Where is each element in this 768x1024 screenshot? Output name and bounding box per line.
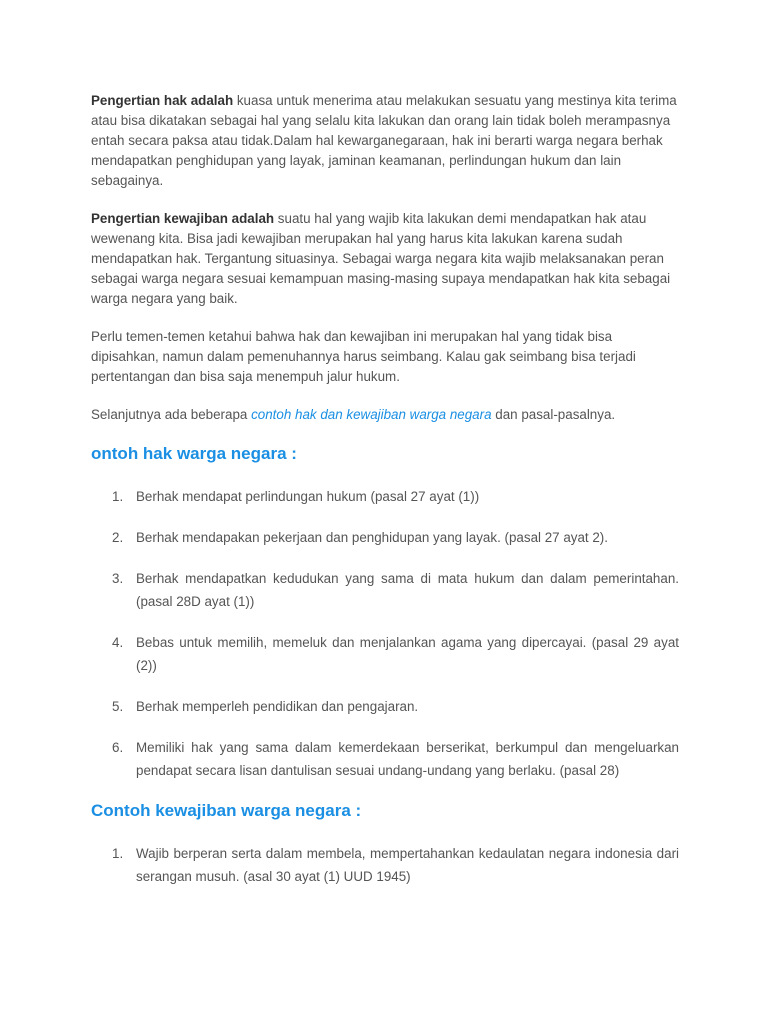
list-text: Berhak mendapatkan kedudukan yang sama di mata hukum dan dalam pemerintahan. (pasal 28D ayat (1)): [136, 571, 679, 609]
heading-hak: ontoh hak warga negara :: [91, 444, 297, 463]
list-text: Berhak mendapakan pekerjaan dan penghidupan yang layak. (pasal 27 ayat 2).: [136, 530, 608, 545]
list-text: Bebas untuk memilih, memeluk dan menjalankan agama yang dipercayai. (pasal 29 ayat (2)): [136, 635, 679, 673]
paragraph-hak-definition: [91, 91, 679, 191]
list-number: 1.: [112, 489, 124, 504]
list-text: Memiliki hak yang sama dalam kemerdekaan berserikat, berkumpul dan mengeluarkan pendapat secara lisan dantulisan sesuai undang-undang yang berlaku. (pasal 28): [136, 740, 679, 778]
paragraph-balance: [91, 327, 679, 387]
intro-before: Selanjutnya ada beberapa: [91, 407, 252, 422]
list-item: [91, 842, 679, 888]
list-number: 1.: [112, 846, 124, 861]
list-item: [91, 695, 679, 718]
paragraph-intro-examples: [91, 405, 679, 425]
list-item: [91, 485, 679, 508]
list-item: [91, 736, 679, 782]
term-hak: Pengertian hak adalah: [91, 93, 234, 108]
list-number: 6.: [112, 740, 124, 755]
list-number: 4.: [112, 635, 124, 650]
intro-after: dan pasal-pasalnya.: [491, 407, 616, 422]
examples-link[interactable]: contoh hak dan kewajiban warga negara: [251, 407, 492, 422]
list-item: [91, 631, 679, 677]
list-kewajiban: [91, 842, 679, 888]
list-item: [91, 526, 679, 549]
article-body: [91, 91, 679, 906]
term-kewajiban: Pengertian kewajiban adalah: [91, 211, 275, 226]
definition-kewajiban: suatu hal yang wajib kita lakukan demi mendapatkan hak atau wewenang kita. Bisa jadi kewajiban merupakan hal yang harus kita lakukan karena sudah mendapatkan hak. Tergantung situasinya. Sebagai warga negara kita wajib melaksanakan peran sebagai warga negara sesuai kemampuan masing-masing supaya mendapatkan hak kita sebagai warga negara yang baik.: [91, 211, 671, 306]
list-number: 3.: [112, 571, 124, 586]
list-text: Berhak memperleh pendidikan dan pengajaran.: [136, 699, 419, 714]
list-text: Wajib berperan serta dalam membela, mempertahankan kedaulatan negara indonesia dari serangan musuh. (asal 30 ayat (1) UUD 1945): [136, 846, 679, 884]
list-item: [91, 567, 679, 613]
paragraph-kewajiban-definition: [91, 209, 679, 309]
list-number: 2.: [112, 530, 124, 545]
balance-text: Perlu temen-temen ketahui bahwa hak dan kewajiban ini merupakan hal yang tidak bisa dipisahkan, namun dalam pemenuhannya harus seimbang. Kalau gak seimbang bisa terjadi pertentangan dan bisa saja menempuh jalur hukum.: [91, 329, 636, 384]
definition-hak: kuasa untuk menerima atau melakukan sesuatu yang mestinya kita terima atau bisa dikatakan sebagai hal yang selalu kita lakukan dan orang lain tidak boleh merampasnya entah secara paksa atau tidak.Dalam hal kewarganegaraan, hak ini berarti warga negara berhak mendapatkan penghidupan yang layak, jaminan keamanan, perlindungan hukum dan lain sebagainya.: [91, 93, 677, 188]
list-hak: [91, 485, 679, 782]
list-text: Berhak mendapat perlindungan hukum (pasal 27 ayat (1)): [136, 489, 480, 504]
list-number: 5.: [112, 699, 124, 714]
heading-kewajiban: Contoh kewajiban warga negara :: [91, 801, 362, 820]
